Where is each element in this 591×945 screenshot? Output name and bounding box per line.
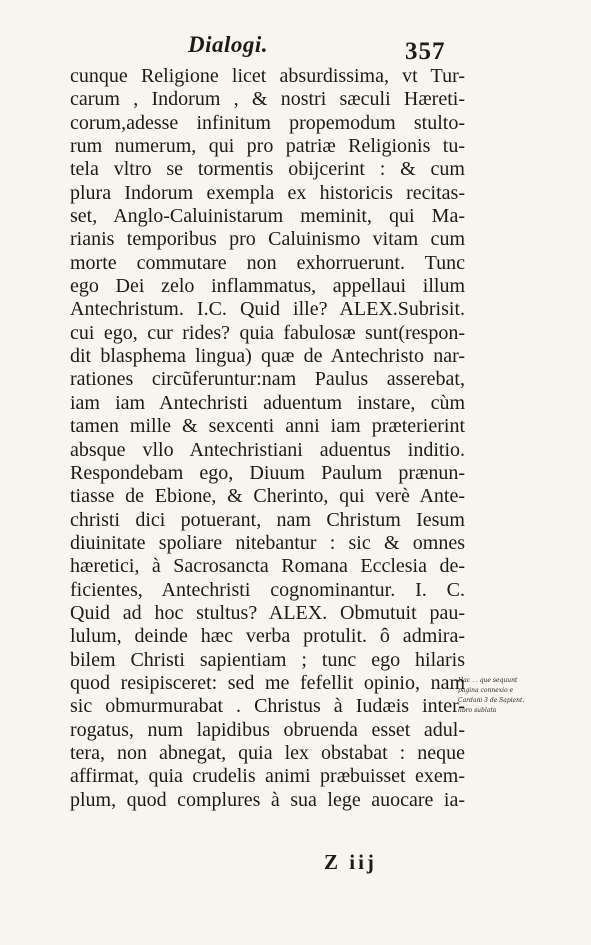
body-text [70, 65, 465, 812]
text-line: tera, non abnegat, quia lex obstabat : neque [70, 741, 465, 764]
text-line: tiasse de Ebione, & Cherinto, qui verè Ante- [70, 485, 465, 508]
text-line: Quid ad hoc stultus? ALEX. Obmutuit pau- [70, 601, 465, 624]
text-line: carum , Indorum , & nostri sæculi Hæreti- [70, 88, 465, 111]
page-number: 357 [405, 38, 446, 65]
running-head: Dialogi. [188, 32, 269, 57]
text-line: iam iam Antechristi aduentum instare, cùm [70, 391, 465, 414]
text-line: christi dici potuerant, nam Christum Iesum [70, 508, 465, 531]
text-line: tela vltro se tormentis obijcerint : & cum [70, 158, 465, 181]
text-line: plum, quod complures à sua lege auocare ia- [70, 788, 465, 811]
text-line: Respondebam ego, Diuum Paulum prænun- [70, 461, 465, 484]
margin-note-line: Hac . . que sequunt [458, 677, 518, 684]
text-line: plura Indorum exempla ex historicis recitas- [70, 181, 465, 204]
text-line: rogatus, num lapidibus obruenda esset adul- [70, 718, 465, 741]
text-line: rationes circũferuntur:nam Paulus asserebat, [70, 368, 465, 391]
text-line: rianis temporibus pro Caluinismo vitam cum [70, 228, 465, 251]
text-line: cunque Religione licet absurdissima, vt Tur- [70, 65, 465, 87]
handwritten-margin-note [458, 676, 574, 716]
text-line: set, Anglo-Caluinistarum meminit, qui Ma- [70, 205, 465, 228]
text-line: diuinitate spoliare nitebantur : sic & omnes [70, 531, 465, 554]
text-line: tamen mille & sexcenti anni iam præterierint [70, 415, 465, 438]
text-line: Antechristum. I.C. Quid ille? ALEX.Subrisit. [70, 298, 465, 321]
margin-note-line: Cardani 3 de Sapient. [458, 697, 525, 704]
text-line: sic obmurmurabat . Christus à Iudæis inter- [70, 695, 465, 718]
text-line: lulum, deinde hæc verba protulit. ô admira- [70, 625, 465, 648]
text-line: morte commutare non exhorruerunt. Tunc [70, 251, 465, 274]
text-line: ficientes, Antechristi cognominantur. I. C. [70, 578, 465, 601]
text-line: dit blasphema lingua) quæ de Antechristo nar- [70, 345, 465, 368]
signature-mark: Z iij [324, 850, 377, 874]
margin-note-line: pagina connexio e [458, 687, 514, 694]
text-line: ego Dei zelo inflammatus, appellaui illum [70, 275, 465, 298]
text-line: cui ego, cur rides? quia fabulosæ sunt(respon- [70, 321, 465, 344]
text-line: quod resipisceret: sed me fefellit opinio, nam [70, 671, 465, 694]
margin-note-line: libro sublata [458, 707, 497, 714]
text-line: affirmat, quia crudelis animi præbuisset exem- [70, 765, 465, 788]
text-line: rum numerum, qui pro patriæ Religionis tu- [70, 135, 465, 158]
text-line: bilem Christi sapientiam ; tunc ego hilaris [70, 648, 465, 671]
text-line: absque vllo Antechristiani aduentus inditio. [70, 438, 465, 461]
text-line: hæretici, à Sacrosancta Romana Ecclesia de- [70, 555, 465, 578]
text-line: corum,adesse infinitum propemodum stulto- [70, 111, 465, 134]
